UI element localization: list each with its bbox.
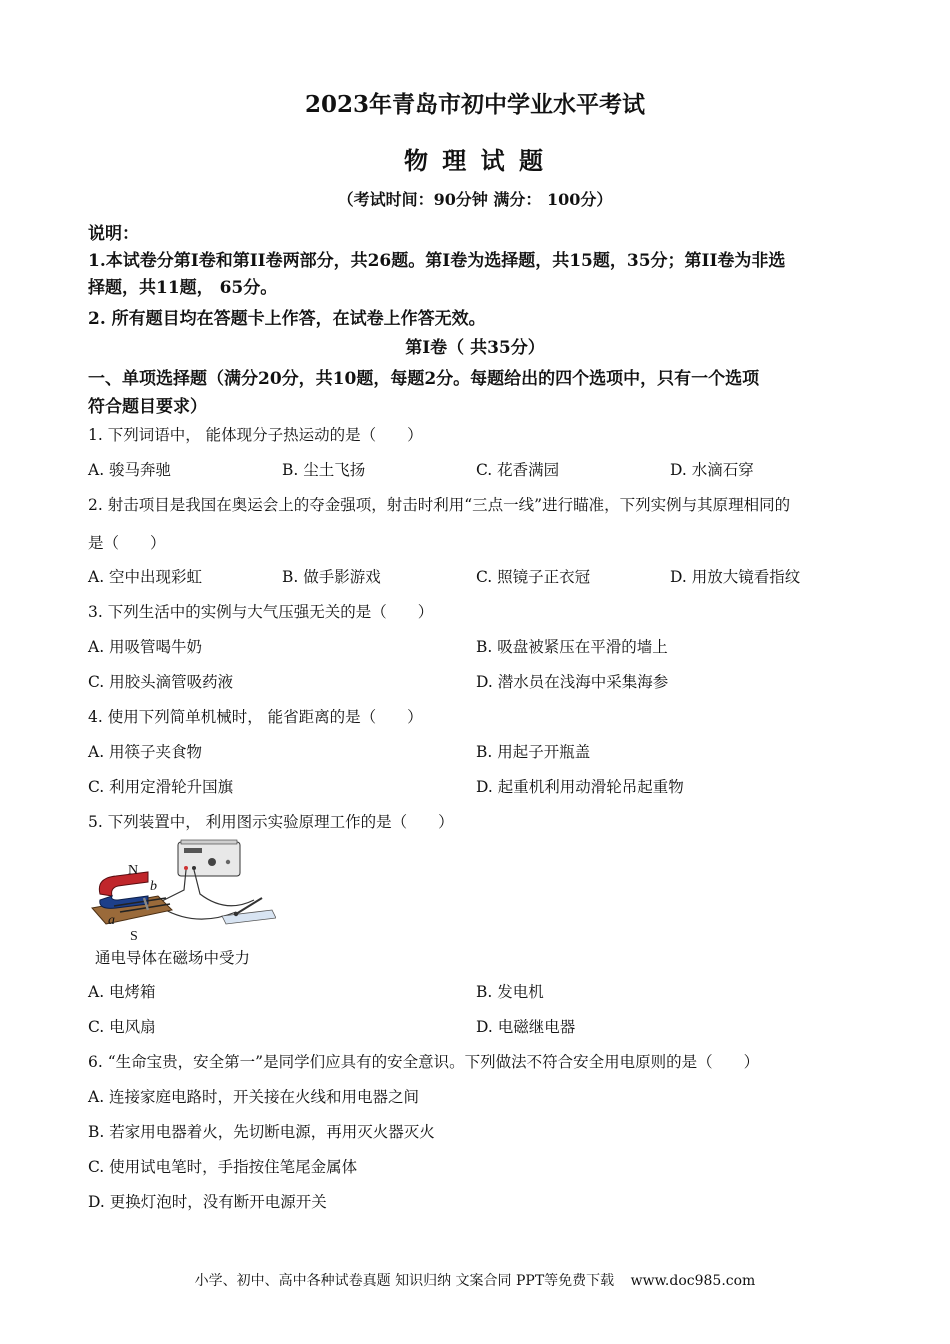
question-5-option-d: D. 电磁继电器 <box>476 1018 576 1036</box>
question-2-option-b: B. 做手影游戏 <box>282 568 381 586</box>
question-2-option-a: A. 空中出现彩虹 <box>88 568 203 586</box>
section-1-line-2: 符合题目要求） <box>88 397 207 417</box>
exam-title: 2023年青岛市初中学业水平考试 <box>304 91 645 118</box>
question-4-option-b: B. 用起子开瓶盖 <box>476 743 591 761</box>
question-2-stem-line-2: 是（ ） <box>88 534 166 552</box>
footer-text: 小学、初中、高中各种试卷真题 知识归纳 文案合同 PPT等免费下载 <box>194 1273 615 1289</box>
question-4-option-a: A. 用筷子夹食物 <box>88 743 203 761</box>
figure-caption: 通电导体在磁场中受力 <box>95 949 251 967</box>
footer-link[interactable]: www.doc985.com <box>630 1273 756 1289</box>
question-6-option-d: D. 更换灯泡时，没有断开电源开关 <box>88 1193 327 1211</box>
power-supply-icon <box>178 840 240 876</box>
south-pole-label: S <box>130 929 138 942</box>
question-4-option-c: C. 利用定滑轮升国旗 <box>88 778 234 796</box>
question-1-option-b: B. 尘土飞扬 <box>282 461 366 479</box>
question-6-option-c: C. 使用试电笔时，手指按住笔尾金属体 <box>88 1158 358 1176</box>
question-1-option-c: C. 花香满园 <box>476 461 560 479</box>
question-5-option-c: C. 电风扇 <box>88 1018 156 1036</box>
note-1-line-1: 1.本试卷分第I卷和第II卷两部分，共26题。第I卷为选择题，共15题，35分；第II卷为非选 <box>88 251 786 271</box>
experiment-figure <box>86 838 276 942</box>
point-a-label: a <box>108 913 115 928</box>
question-5-option-a: A. 电烤箱 <box>88 983 156 1001</box>
question-1-stem: 1. 下列词语中， 能体现分子热运动的是（ ） <box>88 426 423 444</box>
question-5-option-b: B. 发电机 <box>476 983 544 1001</box>
question-3-option-b: B. 吸盘被紧压在平滑的墙上 <box>476 638 668 656</box>
motor-principle-diagram <box>86 838 276 942</box>
question-4-option-d: D. 起重机利用动滑轮吊起重物 <box>476 778 684 796</box>
question-3-stem: 3. 下列生活中的实例与大气压强无关的是（ ） <box>88 603 434 621</box>
magnet-icon <box>99 872 148 908</box>
point-b-label: b <box>150 879 157 894</box>
question-4-stem: 4. 使用下列简单机械时， 能省距离的是（ ） <box>88 708 423 726</box>
question-3-option-d: D. 潜水员在浅海中采集海参 <box>476 673 669 691</box>
notes-heading: 说明： <box>88 224 139 244</box>
exam-info: （考试时间：90分钟 满分： 100分） <box>337 190 613 209</box>
question-2-option-c: C. 照镜子正衣冠 <box>476 568 591 586</box>
note-1-line-2: 择题，共11题， 65分。 <box>88 278 278 298</box>
question-6-option-a: A. 连接家庭电路时，开关接在火线和用电器之间 <box>88 1088 420 1106</box>
page-footer <box>0 1270 950 1290</box>
north-pole-label: N <box>128 863 139 878</box>
question-2-option-d: D. 用放大镜看指纹 <box>670 568 801 586</box>
section-1-line-1: 一、单项选择题（满分20分，共10题，每题2分。每题给出的四个选项中，只有一个选项 <box>88 369 760 389</box>
question-6-option-b: B. 若家用电器着火，先切断电源，再用灭火器灭火 <box>88 1123 435 1141</box>
question-6-stem: 6. “生命宝贵，安全第一”是同学们应具有的安全意识。下列做法不符合安全用电原则的是（ ） <box>88 1053 760 1071</box>
question-1-option-d: D. 水滴石穿 <box>670 461 754 479</box>
note-2: 2. 所有题目均在答题卡上作答，在试卷上作答无效。 <box>88 309 486 329</box>
question-5-stem: 5. 下列装置中， 利用图示实验原理工作的是（ ） <box>88 813 454 831</box>
question-3-option-a: A. 用吸管喝牛奶 <box>88 638 203 656</box>
question-1-option-a: A. 骏马奔驰 <box>88 461 172 479</box>
question-3-option-c: C. 用胶头滴管吸药液 <box>88 673 234 691</box>
question-2-stem-line-1: 2. 射击项目是我国在奥运会上的夺金强项，射击时利用“三点一线”进行瞄准，下列实例与其原理相同的 <box>88 496 791 514</box>
part-1-heading: 第I卷（ 共35分） <box>405 338 545 358</box>
subject-title: 物 理 试 题 <box>403 146 547 175</box>
